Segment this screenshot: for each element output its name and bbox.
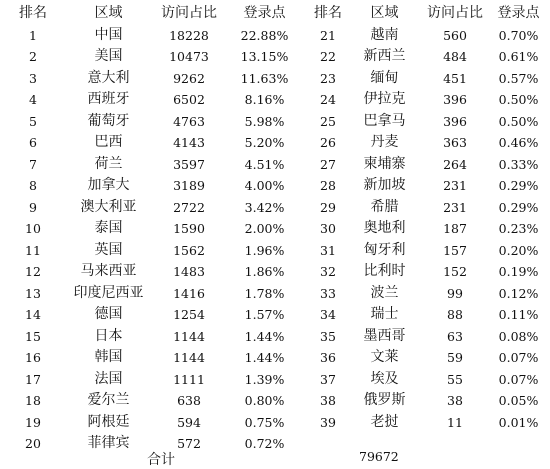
cell-left-region: 韩国 — [94, 349, 123, 365]
table-row — [4, 390, 546, 412]
cell-left-region: 爱尔兰 — [87, 392, 130, 408]
cell-left-rank: 13 — [25, 285, 41, 301]
table-row — [4, 412, 546, 434]
table-row — [4, 218, 546, 240]
table-body — [4, 25, 546, 455]
cell-right-visits: 187 — [443, 221, 467, 236]
cell-right-login-share: 0.01% — [498, 414, 539, 430]
cell-left-rank: 9 — [29, 199, 37, 215]
table-row — [4, 25, 546, 47]
header-login-point-right: 登录点 — [497, 5, 540, 21]
cell-right-visits: 231 — [443, 178, 467, 193]
cell-right-visits: 396 — [443, 113, 467, 129]
table-row — [4, 369, 546, 391]
cell-left-login-share: 5.98% — [244, 113, 285, 129]
header-visit-share-left: 访问占比 — [161, 5, 217, 21]
cell-right-login-share: 0.70% — [498, 27, 539, 43]
cell-right-region: 匈牙利 — [363, 241, 406, 258]
cell-right-login-share: 0.29% — [498, 199, 539, 215]
cell-right-visits: 63 — [447, 328, 463, 344]
cell-right-visits: 11 — [447, 414, 463, 430]
cell-right-login-share: 0.57% — [498, 70, 539, 86]
cell-right-visits: 59 — [447, 350, 463, 365]
cell-right-login-share: 0.20% — [498, 242, 539, 258]
cell-right-login-share: 0.12% — [498, 285, 539, 301]
cell-right-visits: 88 — [447, 307, 463, 322]
table-row — [4, 261, 546, 283]
cell-right-login-share: 0.23% — [498, 221, 539, 236]
cell-left-login-share: 0.80% — [244, 393, 285, 408]
cell-left-visits: 638 — [177, 393, 201, 408]
table-row — [4, 347, 546, 369]
table-row — [4, 154, 546, 176]
cell-left-login-share: 2.00% — [244, 221, 285, 236]
cell-left-login-share: 4.51% — [244, 156, 285, 172]
cell-right-rank: 30 — [320, 221, 336, 236]
cell-right-region: 新西兰 — [363, 48, 406, 64]
cell-right-region: 俄罗斯 — [363, 392, 406, 408]
cell-left-visits: 572 — [177, 436, 201, 451]
cell-left-visits: 9262 — [173, 70, 205, 86]
header-region-left: 区域 — [94, 5, 123, 21]
cell-right-rank: 24 — [320, 92, 336, 107]
cell-right-rank: 27 — [320, 156, 336, 172]
cell-right-login-share: 0.50% — [498, 92, 539, 107]
cell-right-region: 墨西哥 — [363, 327, 406, 344]
cell-left-rank: 7 — [29, 156, 37, 172]
cell-right-region: 柬埔寨 — [363, 155, 406, 172]
cell-left-rank: 18 — [25, 393, 41, 408]
cell-left-visits: 4143 — [173, 135, 205, 150]
cell-left-region: 荷兰 — [94, 155, 123, 172]
cell-left-rank: 4 — [29, 92, 37, 107]
cell-left-visits: 1144 — [173, 328, 205, 344]
cell-right-login-share: 0.61% — [498, 49, 539, 64]
cell-left-rank: 2 — [29, 49, 37, 64]
table-row — [4, 283, 546, 305]
cell-right-region: 新加坡 — [363, 177, 406, 193]
cell-left-visits: 1416 — [173, 285, 205, 301]
cell-left-rank: 20 — [25, 436, 41, 451]
cell-left-region: 巴西 — [94, 134, 123, 150]
cell-left-rank: 17 — [25, 371, 41, 387]
cell-right-rank: 35 — [320, 328, 336, 344]
cell-left-login-share: 22.88% — [240, 27, 289, 43]
cell-left-login-share: 1.57% — [244, 307, 285, 322]
cell-right-visits: 363 — [443, 135, 467, 150]
cell-right-login-share: 0.05% — [498, 393, 539, 408]
cell-right-login-share: 0.29% — [498, 178, 539, 193]
cell-left-visits: 1590 — [173, 221, 205, 236]
cell-left-rank: 3 — [29, 70, 37, 86]
cell-left-rank: 16 — [25, 350, 41, 365]
total-label: 合计 — [147, 452, 175, 468]
table-row — [4, 304, 546, 326]
cell-left-rank: 11 — [25, 242, 41, 258]
cell-right-rank: 25 — [320, 113, 336, 129]
cell-left-visits: 3189 — [173, 178, 205, 193]
cell-right-region: 文莱 — [370, 349, 399, 365]
cell-left-login-share: 4.00% — [244, 178, 285, 193]
cell-left-login-share: 11.63% — [240, 70, 289, 86]
cell-right-login-share: 0.11% — [498, 307, 539, 322]
cell-right-rank: 22 — [320, 49, 336, 64]
cell-right-rank: 36 — [320, 350, 336, 365]
cell-left-region: 法国 — [94, 370, 123, 387]
cell-right-region: 比利时 — [363, 263, 406, 279]
cell-right-region: 埃及 — [370, 370, 399, 387]
cell-right-login-share: 0.50% — [498, 113, 539, 129]
cell-left-login-share: 1.44% — [244, 328, 285, 344]
cell-right-visits: 38 — [447, 393, 463, 408]
cell-left-login-share: 1.96% — [244, 242, 285, 258]
cell-left-region: 中国 — [94, 26, 123, 43]
cell-right-visits: 560 — [443, 27, 467, 43]
cell-right-region: 缅甸 — [370, 69, 399, 86]
cell-left-region: 马来西亚 — [80, 263, 137, 279]
cell-left-login-share: 1.78% — [244, 285, 285, 301]
table-row — [4, 68, 546, 90]
cell-left-region: 加拿大 — [87, 177, 130, 193]
cell-right-region: 老挝 — [370, 413, 399, 430]
table-row — [4, 175, 546, 197]
cell-right-region: 越南 — [370, 26, 399, 43]
cell-right-rank: 39 — [320, 414, 336, 430]
cell-left-login-share: 3.42% — [244, 199, 285, 215]
cell-left-login-share: 8.16% — [244, 92, 285, 107]
cell-right-visits: 264 — [443, 156, 467, 172]
cell-left-visits: 2722 — [173, 199, 205, 215]
cell-right-login-share: 0.07% — [498, 350, 539, 365]
cell-right-login-share: 0.46% — [498, 135, 539, 150]
cell-right-rank: 31 — [320, 242, 336, 258]
cell-right-login-share: 0.08% — [498, 328, 539, 344]
country-stats-table — [4, 3, 546, 455]
cell-left-region: 葡萄牙 — [87, 112, 130, 129]
cell-right-rank: 23 — [320, 70, 336, 86]
cell-right-rank: 38 — [320, 393, 336, 408]
cell-left-region: 阿根廷 — [87, 413, 130, 430]
table-header-row — [4, 3, 546, 25]
cell-left-visits: 1144 — [173, 350, 205, 365]
cell-left-region: 西班牙 — [87, 91, 130, 107]
cell-left-visits: 10473 — [169, 49, 209, 64]
header-rank-right: 排名 — [314, 5, 342, 21]
cell-right-region: 奥地利 — [363, 220, 406, 236]
cell-left-login-share: 1.86% — [244, 264, 285, 279]
cell-right-rank: 34 — [320, 307, 336, 322]
cell-right-visits: 451 — [443, 70, 467, 86]
cell-left-region: 日本 — [94, 327, 123, 344]
table-row — [4, 111, 546, 133]
cell-right-login-share: 0.33% — [498, 156, 539, 172]
cell-right-region: 巴拿马 — [363, 112, 406, 129]
cell-left-rank: 8 — [29, 178, 37, 193]
cell-right-region: 丹麦 — [370, 134, 399, 150]
cell-left-region: 泰国 — [94, 220, 123, 236]
cell-left-region: 印度尼西亚 — [73, 284, 144, 301]
table-row — [4, 197, 546, 219]
cell-right-rank: 33 — [320, 285, 336, 301]
cell-right-rank: 32 — [320, 264, 336, 279]
total-row — [0, 449, 550, 467]
table-row — [4, 89, 546, 111]
cell-left-region: 美国 — [94, 48, 123, 64]
cell-right-login-share: 0.19% — [498, 264, 539, 279]
table-row — [4, 326, 546, 348]
cell-left-visits: 1111 — [173, 371, 205, 387]
cell-left-login-share: 1.44% — [244, 350, 285, 365]
cell-left-rank: 5 — [29, 113, 37, 129]
cell-right-region: 波兰 — [370, 284, 399, 301]
cell-left-rank: 19 — [25, 414, 41, 430]
cell-left-region: 英国 — [94, 241, 123, 258]
cell-left-region: 意大利 — [87, 69, 130, 86]
cell-left-login-share: 0.72% — [244, 436, 285, 451]
cell-left-visits: 594 — [177, 414, 201, 430]
cell-left-rank: 6 — [29, 135, 37, 150]
cell-right-rank: 28 — [320, 178, 336, 193]
cell-right-visits: 484 — [443, 49, 467, 64]
cell-right-rank: 26 — [320, 135, 336, 150]
cell-left-region: 德国 — [94, 306, 123, 322]
cell-right-visits: 55 — [447, 371, 463, 387]
cell-left-visits: 4763 — [173, 113, 205, 129]
cell-left-visits: 1254 — [173, 307, 205, 322]
cell-right-rank: 37 — [320, 371, 336, 387]
cell-left-rank: 12 — [25, 264, 41, 279]
cell-left-login-share: 0.75% — [244, 414, 285, 430]
header-visit-share-right: 访问占比 — [427, 5, 483, 21]
cell-left-visits: 3597 — [173, 156, 205, 172]
cell-right-visits: 152 — [443, 264, 467, 279]
cell-right-visits: 99 — [447, 285, 463, 301]
cell-right-visits: 157 — [443, 242, 467, 258]
cell-right-rank: 29 — [320, 199, 336, 215]
cell-right-login-share: 0.07% — [498, 371, 539, 387]
cell-right-rank: 21 — [320, 27, 336, 43]
cell-left-visits: 1483 — [173, 264, 205, 279]
total-value: 79672 — [359, 449, 399, 464]
cell-left-region: 澳大利亚 — [80, 198, 137, 215]
cell-left-visits: 1562 — [173, 242, 205, 258]
cell-right-visits: 396 — [443, 92, 467, 107]
cell-right-region: 瑞士 — [370, 306, 399, 322]
cell-left-visits: 18228 — [169, 27, 209, 43]
cell-left-rank: 10 — [25, 221, 41, 236]
cell-left-rank: 1 — [29, 27, 37, 43]
header-region-right: 区域 — [370, 5, 399, 21]
header-rank-left: 排名 — [19, 5, 47, 21]
cell-left-visits: 6502 — [173, 92, 205, 107]
table-row — [4, 46, 546, 68]
cell-right-region: 伊拉克 — [363, 91, 406, 107]
cell-left-login-share: 1.39% — [244, 371, 285, 387]
cell-right-visits: 231 — [443, 199, 467, 215]
cell-left-login-share: 13.15% — [240, 49, 289, 64]
cell-left-rank: 15 — [25, 328, 41, 344]
table-row — [4, 132, 546, 154]
cell-left-login-share: 5.20% — [244, 135, 285, 150]
header-login-point-left: 登录点 — [243, 5, 286, 21]
table-row — [4, 240, 546, 262]
cell-right-region: 希腊 — [370, 198, 399, 215]
cell-left-region: 菲律宾 — [87, 435, 130, 451]
cell-left-rank: 14 — [25, 307, 41, 322]
